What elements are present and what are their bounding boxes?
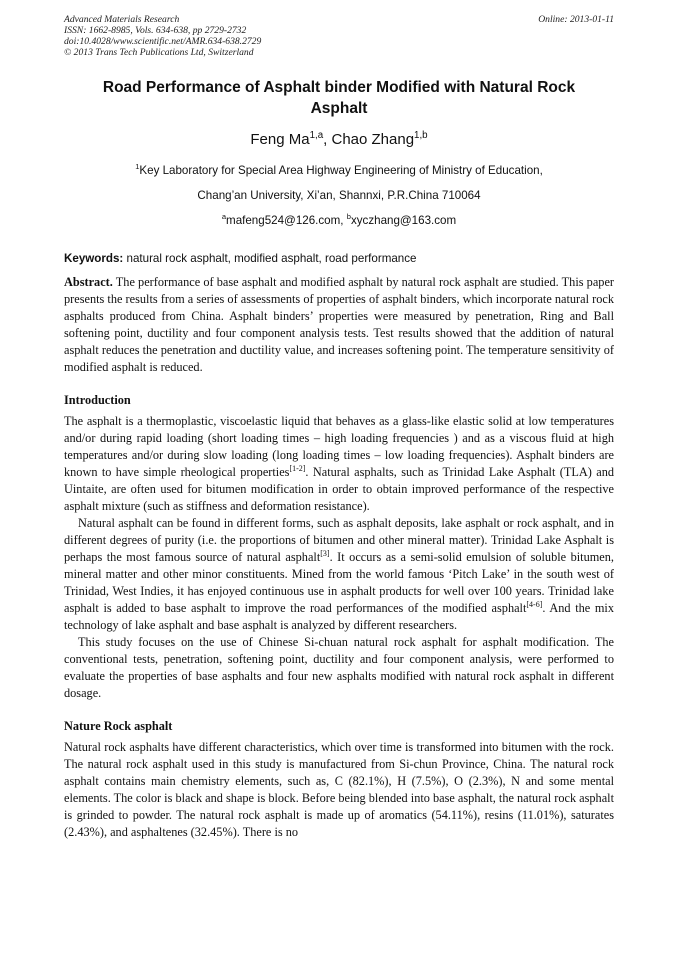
email-address: xyczhang@163.com [350,214,457,227]
author-line [64,130,614,150]
author-name: Feng Ma [250,131,310,148]
keywords-text: natural rock asphalt, modified asphalt, road performance [123,252,417,265]
abstract [64,274,614,376]
paragraph-text: . And the mix technology of lake asphalt and base asphalt is analyzed by different researchers. [64,601,614,632]
keywords-label: Keywords: [64,252,124,265]
affil-marker: 1 [135,162,140,172]
copyright-line: © 2013 Trans Tech Publications Ltd, Switzerland [64,47,254,58]
doi-line: doi:10.4028/www.scientific.net/AMR.634-638.2729 [64,36,262,47]
paragraph-text: The asphalt is a thermoplastic, viscoelastic liquid that behaves as a glass-like elastic solid at low temperatures and/or during rapid loading (short loading times – high loading frequencies ) and as a viscous fluid at high temperatures and/or during slow loading (long loading times – low loading frequencies). Asphalt binders are known to have simple rheological properties [64,414,614,479]
journal-name: Advanced Materials Research [64,14,180,25]
paragraph-text: . It occurs as a semi-solid emulsion of soluble bitumen, mineral matter and other minor constituents. Mined from the world famous ‘Pitch Lake’ in the south west of Trinidad, West Indies, it has enjoyed continuous use in asphalt products for well over 100 years. Trinidad lake asphalt is added to base asphalt to improve the road performances of the modified asphalt [64,550,614,615]
abstract-text: The performance of base asphalt and modified asphalt by natural rock asphalt are studied. This paper presents the results from a series of assessments of properties of asphalt binders, which incorporate natural rock asphalts produced from China. Asphalt binders’ properties were measured by penetration, Ring and Ball softening point, ductility and four component analysis tests. Test results showed that the addition of natural asphalt reduces the penetration and ductility value, and increases softening point. The temperature sensitivity of modified asphalt is reduced. [64,275,614,374]
email-address: mafeng524@126.com, [226,214,347,227]
online-date: Online: 2013-01-11 [538,14,614,25]
paragraph: Natural rock asphalts have different characteristics, which over time is transformed into bitumen with the rock. The natural rock asphalt used in this study is manufactured from Si-chun Province, China. The natural rock asphalt contains main chemistry elements, such as, C (82.1%), H (7.5%), O (2.3%), N and some mental elements. The color is black and shape is block. Before being blended into base asphalt, the natural rock asphalt is grinded to powder. The natural rock asphalt is made up of aromatics (54.11%), resins (11.01%), saturates (2.43%), and asphaltenes (32.45%). There is no [64,740,614,839]
author-separator: , [323,131,332,148]
citation: [3] [320,548,330,558]
author-affil-marker: 1,b [414,130,428,141]
paper-title: Road Performance of Asphalt binder Modified with Natural Rock Asphalt [102,79,576,117]
affiliation-text: Key Laboratory for Special Area Highway Engineering of Ministry of Education, [139,164,543,177]
email-line [64,214,614,227]
affiliation-address: Chang’an University, Xi’an, Shannxi, P.R.China 710064 [197,189,481,202]
paragraph: This study focuses on the use of Chinese Si-chuan natural rock asphalt for asphalt modification. The conventional tests, penetration, softening point, ductility and four component analysis, were performed to evaluate the properties of base asphalts and four new asphalts modified with natural rock asphalt in different dosage. [64,635,614,700]
paragraph-text: . Natural asphalts, such as Trinidad Lake Asphalt (TLA) and Uintaite, are often used for bitumen modification in order to obtain improved performance of the respective asphalt mixture (such as stiffness and deformation resistance). [64,465,614,513]
section-heading-nature-rock-asphalt: Nature Rock asphalt [64,719,173,733]
section-heading-introduction: Introduction [64,393,131,407]
paragraph [64,413,614,515]
abstract-label: Abstract. [64,275,113,289]
paragraph [64,515,614,634]
citation: [1-2] [289,463,306,473]
keywords [64,252,614,266]
citation: [4-6] [526,599,543,609]
email-marker: a [221,212,227,222]
affiliation-line [64,164,614,177]
journal-header [64,14,614,58]
author-affil-marker: 1,a [309,130,324,141]
issn-line: ISSN: 1662-8985, Vols. 634-638, pp 2729-2732 [64,25,247,36]
author-name: Chao Zhang [331,131,415,148]
paragraph-text: Natural asphalt can be found in different forms, such as asphalt deposits, lake asphalt or rock asphalt, and in different degrees of purity (i.e. the proportions of bitumen and other mineral matter). Trinidad Lake Asphalt is perhaps the most famous source of natural asphalt [64,516,614,564]
email-marker: b [346,212,351,222]
